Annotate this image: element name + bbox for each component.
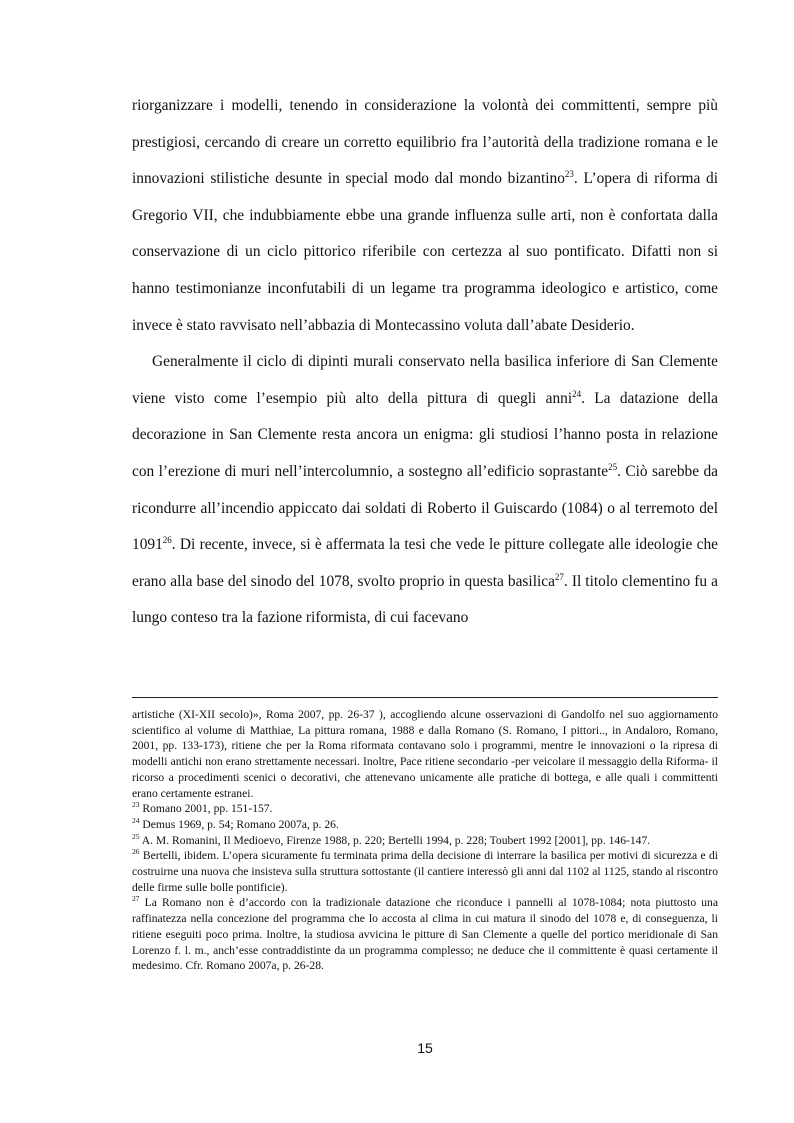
main-text <box>132 88 718 637</box>
footnote-ref[interactable]: 23 <box>564 169 574 180</box>
text-run: . Ciò sarebbe da ricondurre all’incendio appiccato dai soldati di Roberto il Guiscardo (1084) o al terremoto del 1091 <box>132 462 719 554</box>
footnote-continuation: artistiche (XI-XII secolo)», Roma 2007, pp. 26-37 ), accogliendo alcune osservazioni di Gandolfo nel suo aggiornamento scientifico al volume di Matthiae, La pittura romana, 1988 e dalla Romano (S. Romano, I pittori.., in Andaloro, Romano, 2001, pp. 133-173), ritiene che per la Roma riformata contavano solo i programmi, mentre le innovazioni o la ripresa di modelli antichi non erano strettamente necessari. Inoltre, Pace ritiene secondario -per veicolare il messaggio della Riforma- il ricorso a procedimenti scenici o decorativi, che attenevano unicamente alle pratiche di bottega, e alle quali i committenti erano certamente estranei. <box>132 708 718 800</box>
footnote <box>132 895 718 974</box>
footnote-ref[interactable]: 25 <box>608 461 618 472</box>
footnote-ref[interactable]: 26 <box>162 535 172 545</box>
paragraph <box>132 88 718 344</box>
footnote <box>132 848 718 895</box>
footnote <box>132 801 718 817</box>
footnote <box>132 817 718 833</box>
footnote-number: 24 <box>132 816 140 826</box>
footnote-number: 26 <box>132 847 140 857</box>
text-run: . Il titolo clementino fu a lungo conteso tra la fazione riformista, di cui facevano <box>132 572 718 627</box>
text-run: . La datazione della decorazione in San Clemente resta ancora un enigma: gli studiosi l’hanno posta in relazione con l’erezione di muri nell’intercolumnio, a sostegno all’edificio soprastante <box>132 389 718 480</box>
text-run: riorganizzare i modelli, tenendo in considerazione la volontà dei committenti, sempre più prestigiosi, cercando di creare un corretto equilibrio fra l’autorità della tradizione romana e le innovazioni stilistiche desunte in special modo dal mondo bizantino <box>132 97 718 188</box>
page-number: 15 <box>417 1040 433 1056</box>
text-run: . Di recente, invece, si è affermata la tesi che vede le pitture collegate alle ideologie che erano alla base del sinodo del 1078, svolto proprio in questa basilica <box>132 536 718 590</box>
footnote-text: Romano 2001, pp. 151-157. <box>139 802 273 816</box>
footnote <box>132 833 718 849</box>
footnotes <box>132 707 718 974</box>
text-run: . L’opera di riforma di Gregorio VII, che indubbiamente ebbe una grande influenza sulle arti, non è confortata dalla conservazione di un ciclo pittorico riferibile con certezza al suo pontificato. Difatti non si hanno testimonianze inconfutabili di un legame tra programma ideologico e artistico, come invece è stato ravvisato nell’abbazia di Montecassino voluta dall’abate Desiderio. <box>132 170 718 334</box>
footnote-ref[interactable]: 27 <box>554 571 564 582</box>
footnote-number: 27 <box>132 894 140 904</box>
footnote-text: A. M. Romanini, Il Medioevo, Firenze 1988, p. 220; Bertelli 1994, p. 228; Toubert 1992 [2001], pp. 146-147. <box>139 833 651 847</box>
footnote-number: 23 <box>132 800 140 810</box>
footnote-text: Bertelli, ibidem. L’opera sicuramente fu terminata prima della decisione di interrare la basilica per motivi di sicurezza e di costruirne una nuova che insisteva sulla struttura sottostante (il cantiere interessò gli anni dal 1102 al 1125, stando al riscontro delle firme sulle bolle pontificie). <box>132 849 718 894</box>
footnote-text: Demus 1969, p. 54; Romano 2007a, p. 26. <box>139 817 339 831</box>
paragraph <box>132 344 718 637</box>
footnote-text: La Romano non è d’accordo con la tradizionale datazione che riconduce i pannelli al 1078-1084; nota piuttosto una raffinatezza nella concezione del programma che lo accosta al clima in cui matura il sinodo del 1078 e, di conseguenza, li ritiene eseguiti poco prima. Inoltre, la studiosa avvicina le pitture di San Clemente a quelle del portico meridionale di San Lorenzo f. l. m., anch’esse contraddistinte da un programma complesso; ne deduce che il committente è quasi certamente il medesimo. Cfr. Romano 2007a, p. 26-28. <box>132 896 718 973</box>
footnote-ref[interactable]: 24 <box>572 388 582 399</box>
text-run: Generalmente il ciclo di dipinti murali conservato nella basilica inferiore di San Clemente viene visto come l’esempio più alto della pittura di quegli anni <box>132 353 718 407</box>
footnote-separator <box>132 697 718 698</box>
footnote-number: 25 <box>132 831 140 841</box>
